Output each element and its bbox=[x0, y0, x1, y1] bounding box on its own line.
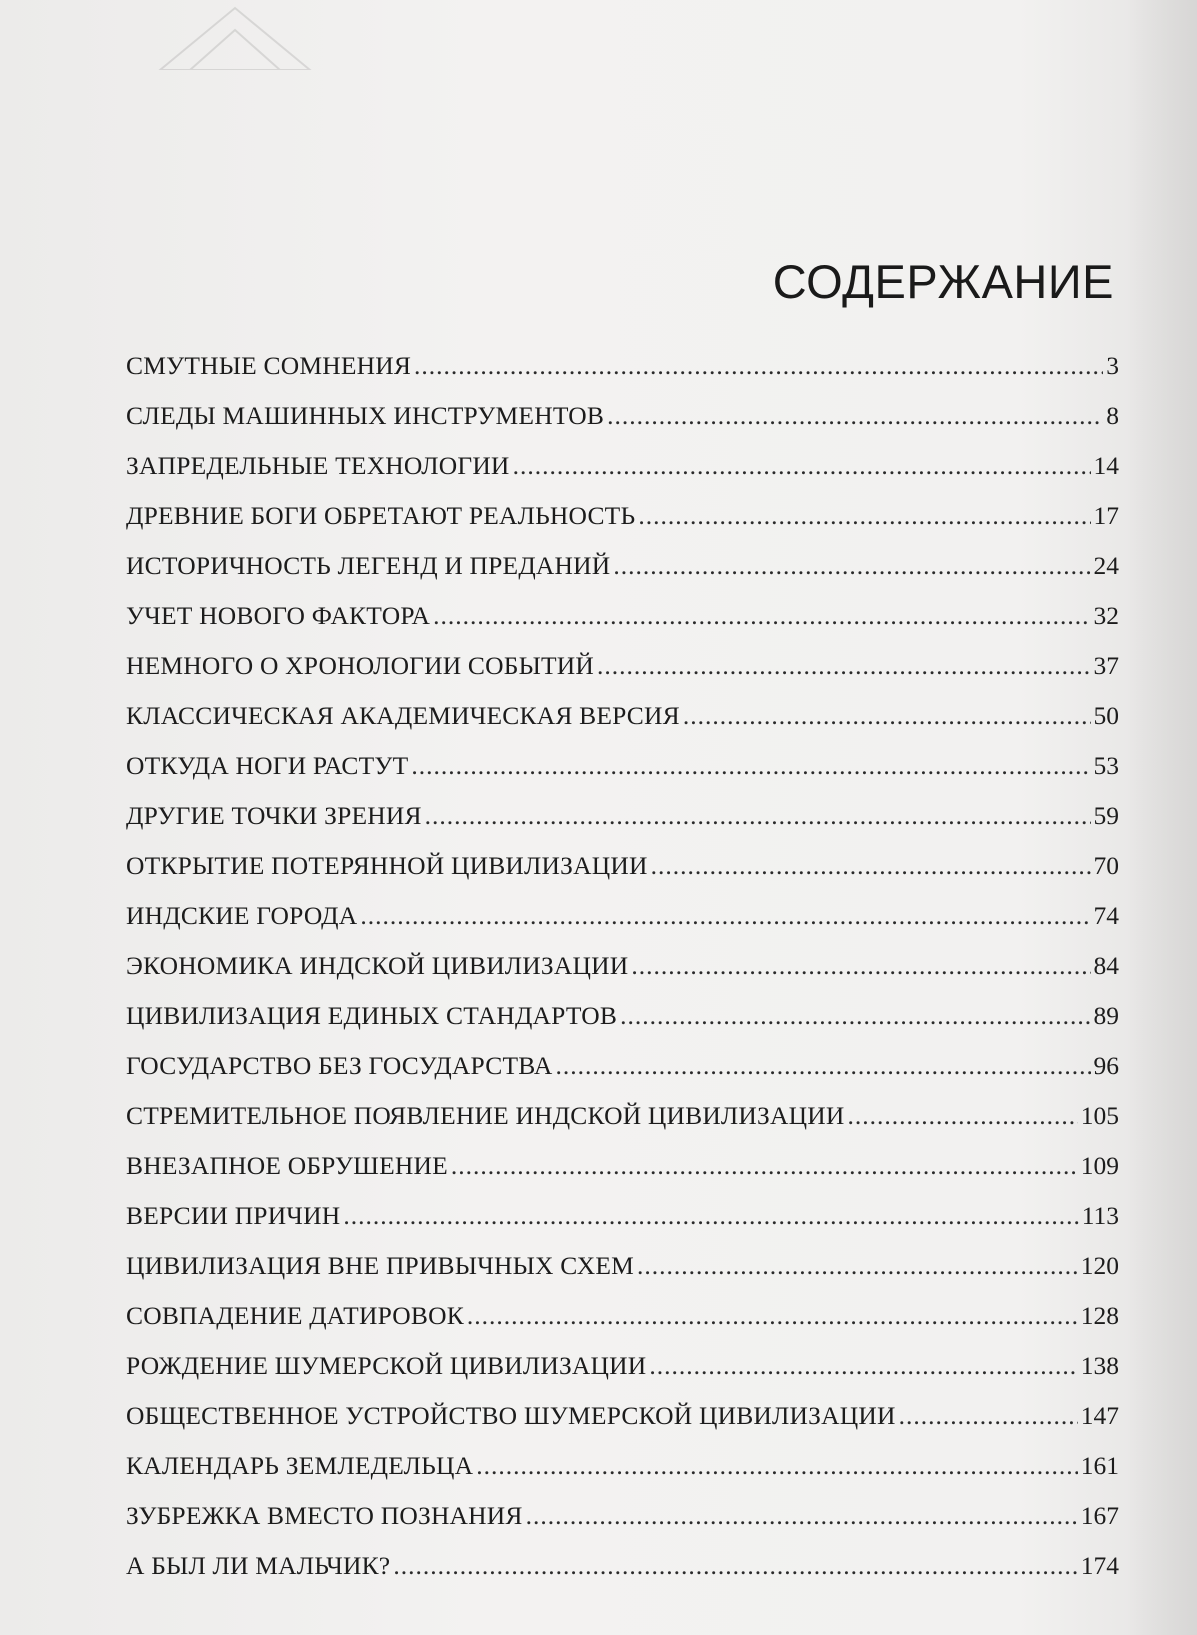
toc-entry-title: СМУТНЫЕ СОМНЕНИЯ bbox=[126, 351, 412, 380]
toc-entry-page-number: 105 bbox=[1080, 1101, 1119, 1130]
toc-entry bbox=[126, 1200, 1119, 1250]
toc-entry-page-number: 96 bbox=[1093, 1051, 1119, 1080]
toc-dot-leader bbox=[393, 1550, 1077, 1582]
toc-entry-title: ОБЩЕСТВЕННОЕ УСТРОЙСТВО ШУМЕРСКОЙ ЦИВИЛИЗАЦИИ bbox=[126, 1401, 896, 1430]
toc-entry-title: НЕМНОГО О ХРОНОЛОГИИ СОБЫТИЙ bbox=[126, 651, 595, 680]
toc-entry-page-number: 113 bbox=[1081, 1201, 1119, 1230]
toc-entry-page-number: 161 bbox=[1080, 1451, 1119, 1480]
toc-dot-leader bbox=[360, 900, 1090, 932]
toc-entry bbox=[126, 600, 1119, 650]
toc-entry-page-number: 147 bbox=[1080, 1401, 1119, 1430]
toc-entry bbox=[126, 850, 1119, 900]
toc-entry bbox=[126, 1050, 1119, 1100]
toc-entry-page-number: 8 bbox=[1106, 401, 1119, 430]
toc-entry-title: ИНДСКИЕ ГОРОДА bbox=[126, 901, 358, 930]
toc-entry bbox=[126, 700, 1119, 750]
toc-entry-page-number: 70 bbox=[1093, 851, 1119, 880]
toc-dot-leader bbox=[467, 1300, 1078, 1332]
toc-entry-title: ЗУБРЕЖКА ВМЕСТО ПОЗНАНИЯ bbox=[126, 1501, 523, 1530]
toc-dot-leader bbox=[513, 450, 1091, 482]
toc-dot-leader bbox=[555, 1050, 1090, 1082]
toc-entry-title: КАЛЕНДАРЬ ЗЕМЛЕДЕЛЬЦА bbox=[126, 1451, 474, 1480]
toc-dot-leader bbox=[651, 850, 1091, 882]
toc-entry-page-number: 37 bbox=[1093, 651, 1119, 680]
toc-entry-title: ЦИВИЛИЗАЦИЯ ВНЕ ПРИВЫЧНЫХ СХЕМ bbox=[126, 1251, 635, 1280]
toc-entry-page-number: 74 bbox=[1093, 901, 1119, 930]
toc-dot-leader bbox=[343, 1200, 1078, 1232]
toc-entry-page-number: 59 bbox=[1093, 801, 1119, 830]
toc-entry bbox=[126, 1500, 1119, 1550]
toc-dot-leader bbox=[899, 1400, 1078, 1432]
toc-entry bbox=[126, 450, 1119, 500]
toc-entry-title: ЭКОНОМИКА ИНДСКОЙ ЦИВИЛИЗАЦИИ bbox=[126, 951, 629, 980]
toc-entry bbox=[126, 900, 1119, 950]
toc-dot-leader bbox=[451, 1150, 1078, 1182]
toc-dot-leader bbox=[433, 600, 1090, 632]
toc-entry-title: ВЕРСИИ ПРИЧИН bbox=[126, 1201, 341, 1230]
toc-entry bbox=[126, 1000, 1119, 1050]
toc-entry-title: УЧЕТ НОВОГО ФАКТОРА bbox=[126, 601, 431, 630]
toc-entry bbox=[126, 800, 1119, 850]
toc-entry bbox=[126, 1450, 1119, 1500]
toc-dot-leader bbox=[637, 1250, 1078, 1282]
toc-entry bbox=[126, 950, 1119, 1000]
toc-dot-leader bbox=[620, 1000, 1090, 1032]
toc-dot-leader bbox=[847, 1100, 1077, 1132]
toc-entry-page-number: 3 bbox=[1106, 351, 1119, 380]
toc-entry bbox=[126, 1400, 1119, 1450]
table-of-contents bbox=[126, 350, 1119, 1600]
toc-dot-leader bbox=[425, 800, 1091, 832]
toc-entry-page-number: 138 bbox=[1080, 1351, 1119, 1380]
toc-entry bbox=[126, 550, 1119, 600]
toc-entry bbox=[126, 1350, 1119, 1400]
toc-entry bbox=[126, 750, 1119, 800]
toc-entry-page-number: 84 bbox=[1093, 951, 1119, 980]
toc-dot-leader bbox=[649, 1350, 1077, 1382]
toc-entry bbox=[126, 500, 1119, 550]
toc-entry bbox=[126, 1300, 1119, 1350]
toc-dot-leader bbox=[476, 1450, 1078, 1482]
toc-dot-leader bbox=[613, 550, 1090, 582]
toc-dot-leader bbox=[597, 650, 1090, 682]
toc-entry-title: РОЖДЕНИЕ ШУМЕРСКОЙ ЦИВИЛИЗАЦИИ bbox=[126, 1351, 647, 1380]
toc-dot-leader bbox=[414, 350, 1103, 382]
toc-dot-leader bbox=[526, 1500, 1078, 1532]
toc-entry-page-number: 53 bbox=[1093, 751, 1119, 780]
toc-entry-title: СТРЕМИТЕЛЬНОЕ ПОЯВЛЕНИЕ ИНДСКОЙ ЦИВИЛИЗАЦИИ bbox=[126, 1101, 845, 1130]
toc-entry bbox=[126, 350, 1119, 400]
toc-entry bbox=[126, 1250, 1119, 1300]
toc-dot-leader bbox=[411, 750, 1090, 782]
toc-entry-page-number: 120 bbox=[1080, 1251, 1119, 1280]
toc-entry-title: ГОСУДАРСТВО БЕЗ ГОСУДАРСТВА bbox=[126, 1051, 553, 1080]
toc-entry bbox=[126, 650, 1119, 700]
page-edge-shadow bbox=[1127, 0, 1197, 1635]
toc-entry-page-number: 14 bbox=[1093, 451, 1119, 480]
toc-entry-title: КЛАССИЧЕСКАЯ АКАДЕМИЧЕСКАЯ ВЕРСИЯ bbox=[126, 701, 680, 730]
toc-entry-title: СЛЕДЫ МАШИННЫХ ИНСТРУМЕНТОВ bbox=[126, 401, 605, 430]
toc-heading: СОДЕРЖАНИЕ bbox=[772, 255, 1114, 308]
toc-entry-title: ОТКУДА НОГИ РАСТУТ bbox=[126, 751, 409, 780]
toc-entry-title: ВНЕЗАПНОЕ ОБРУШЕНИЕ bbox=[126, 1151, 448, 1180]
toc-entry-page-number: 174 bbox=[1080, 1551, 1119, 1580]
toc-entry-title: ДРЕВНИЕ БОГИ ОБРЕТАЮТ РЕАЛЬНОСТЬ bbox=[126, 501, 636, 530]
toc-entry-page-number: 24 bbox=[1093, 551, 1119, 580]
toc-entry bbox=[126, 1550, 1119, 1600]
faint-corner-ornament bbox=[150, 0, 320, 70]
toc-dot-leader bbox=[631, 950, 1090, 982]
toc-entry-page-number: 109 bbox=[1080, 1151, 1119, 1180]
toc-entry-title: ОТКРЫТИЕ ПОТЕРЯННОЙ ЦИВИЛИЗАЦИИ bbox=[126, 851, 648, 880]
toc-entry-title: ЗАПРЕДЕЛЬНЫЕ ТЕХНОЛОГИИ bbox=[126, 451, 510, 480]
toc-entry bbox=[126, 1150, 1119, 1200]
toc-entry-page-number: 89 bbox=[1093, 1001, 1119, 1030]
toc-entry-page-number: 50 bbox=[1093, 701, 1119, 730]
toc-entry-page-number: 128 bbox=[1080, 1301, 1119, 1330]
toc-entry-title: СОВПАДЕНИЕ ДАТИРОВОК bbox=[126, 1301, 464, 1330]
toc-entry-title: ДРУГИЕ ТОЧКИ ЗРЕНИЯ bbox=[126, 801, 422, 830]
toc-entry-title: А БЫЛ ЛИ МАЛЬЧИК? bbox=[126, 1551, 391, 1580]
toc-entry bbox=[126, 1100, 1119, 1150]
toc-dot-leader bbox=[683, 700, 1091, 732]
toc-entry-page-number: 167 bbox=[1080, 1501, 1119, 1530]
toc-entry bbox=[126, 400, 1119, 450]
toc-entry-page-number: 17 bbox=[1093, 501, 1119, 530]
toc-entry-title: ЦИВИЛИЗАЦИЯ ЕДИНЫХ СТАНДАРТОВ bbox=[126, 1001, 618, 1030]
toc-entry-page-number: 32 bbox=[1093, 601, 1119, 630]
toc-dot-leader bbox=[607, 400, 1103, 432]
toc-entry-title: ИСТОРИЧНОСТЬ ЛЕГЕНД И ПРЕДАНИЙ bbox=[126, 551, 611, 580]
toc-dot-leader bbox=[638, 500, 1090, 532]
